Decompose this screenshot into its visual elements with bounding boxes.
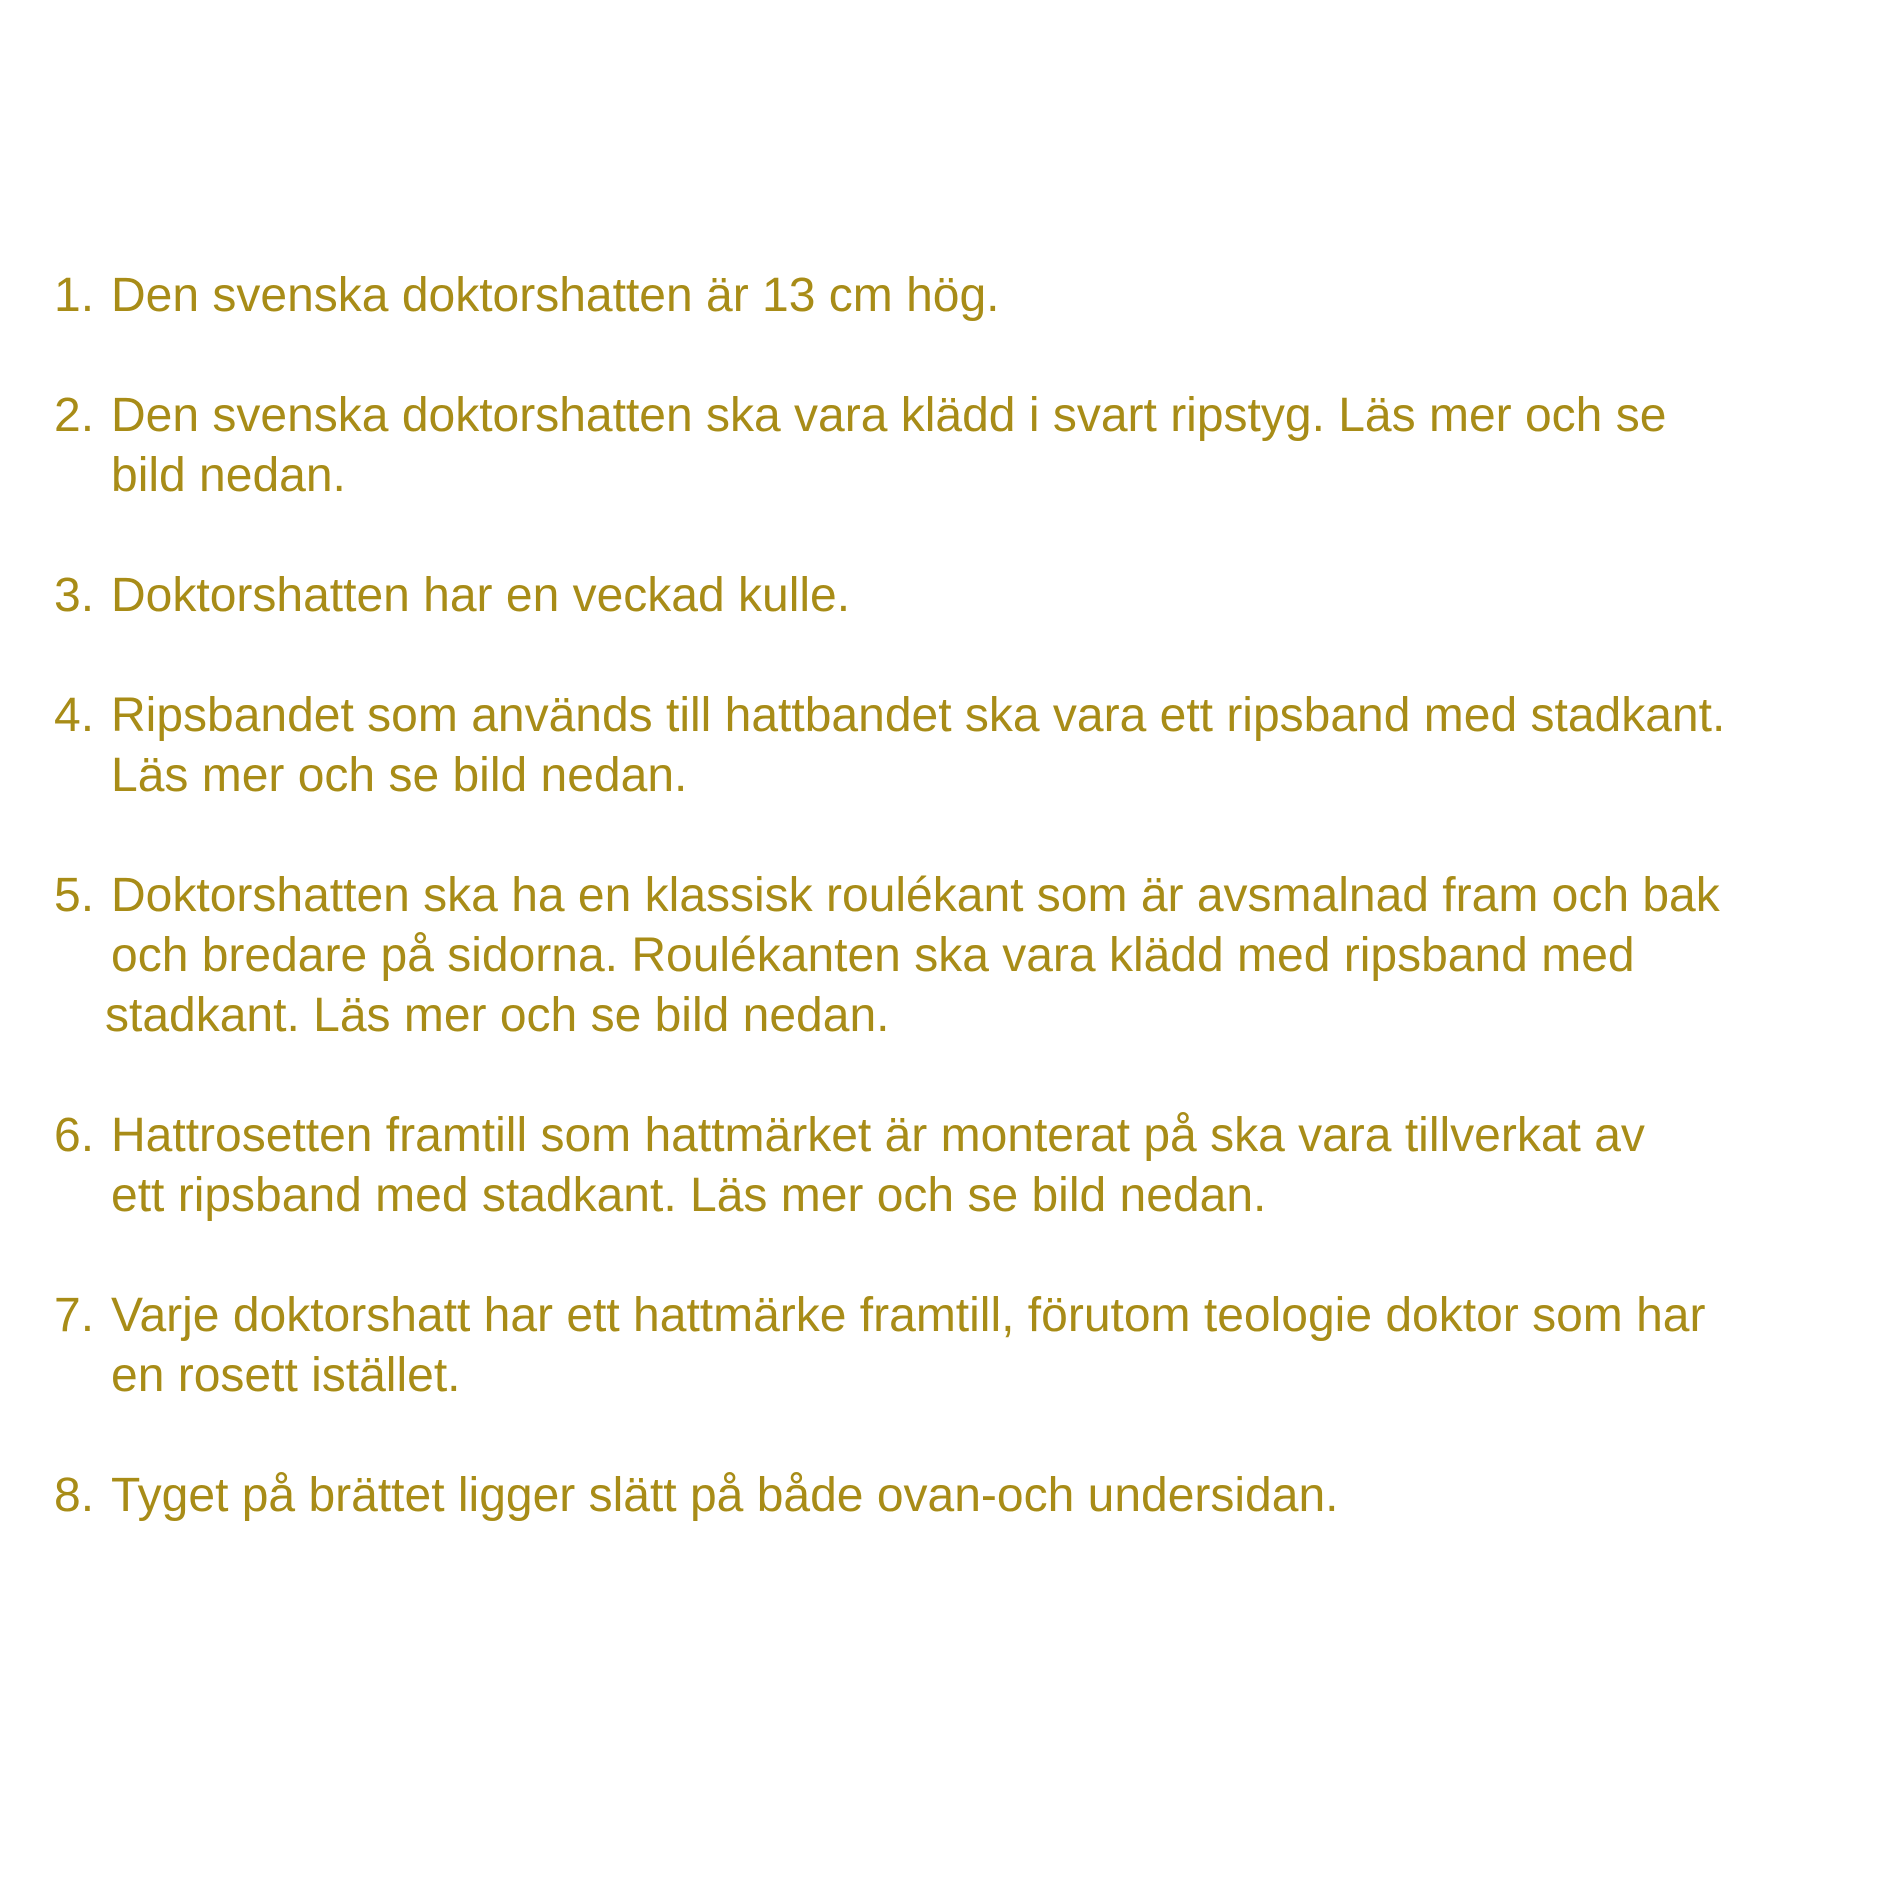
list-item-number: 4. [54,689,95,742]
list-item-text: Läs mer och se bild nedan. [111,749,688,802]
list-item-number: 7. [54,1289,95,1342]
list-item-text: Doktorshatten ska ha en klassisk roulékant som är avsmalnad fram och bak [111,869,1720,922]
list-item-text: ett ripsband med stadkant. Läs mer och se bild nedan. [111,1169,1267,1222]
list-item-text: Den svenska doktorshatten är 13 cm hög. [111,269,1000,322]
list-item-text: Tyget på brättet ligger slätt på både ovan-och undersidan. [111,1469,1339,1522]
list-item-text: Den svenska doktorshatten ska vara klädd i svart ripstyg. Läs mer och se [111,389,1667,442]
list-item-text: stadkant. Läs mer och se bild nedan. [105,989,890,1042]
list-item-number: 3. [54,569,95,622]
list-item-number: 2. [54,389,95,442]
list-item-text: bild nedan. [111,449,346,502]
list-item-number: 1. [54,269,95,322]
list-item-text: en rosett istället. [111,1349,461,1402]
list-item-number: 8. [54,1469,95,1522]
list-item-text: Doktorshatten har en veckad kulle. [111,569,851,622]
list-item-text: Varje doktorshatt har ett hattmärke framtill, förutom teologie doktor som har [111,1289,1706,1342]
list-item-text: Hattrosetten framtill som hattmärket är monterat på ska vara tillverkat av [111,1109,1645,1162]
list-item-text: och bredare på sidorna. Roulékanten ska vara klädd med ripsband med [111,929,1635,982]
list-item-number: 5. [54,869,95,922]
list-item-number: 6. [54,1109,95,1162]
list-item-text: Ripsbandet som används till hattbandet ska vara ett ripsband med stadkant. [111,689,1726,742]
